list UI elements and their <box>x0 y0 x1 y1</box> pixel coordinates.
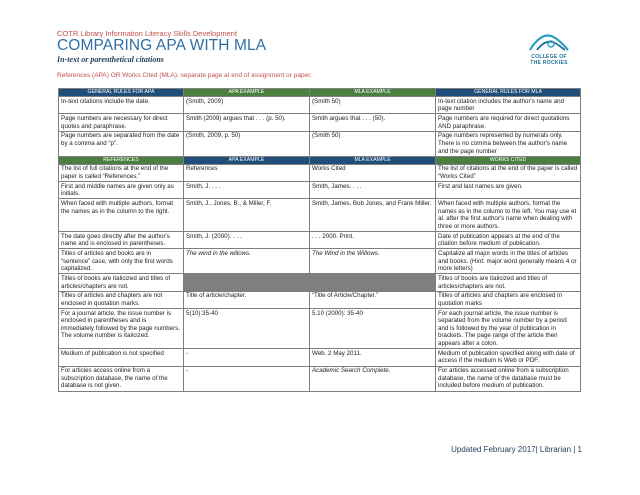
table-row <box>59 291 581 308</box>
col-header: APA EXAMPLE <box>184 156 310 164</box>
table-cell: For each journal article, the issue number is separated from the volume number by a period and is followed by the year of publication in brackets. The page range of the article then appears after a colon. <box>436 309 581 349</box>
table-cell: The Wind in the Willows. <box>310 249 436 274</box>
table-cell: The list of citations at the end of the paper is called “Works Cited” <box>436 164 581 181</box>
table-cell-empty <box>184 274 310 291</box>
table-cell: - <box>184 349 310 366</box>
table-cell: The list of full citations at the end of the paper is called “References.” <box>59 164 184 181</box>
table-row <box>59 231 581 248</box>
table-cell: Titles of articles and chapters are not enclosed in quotation marks. <box>59 291 184 308</box>
table-cell: In-text citation includes the author's name and page number <box>436 96 581 113</box>
table-row <box>59 114 581 131</box>
table-cell: References <box>184 164 310 181</box>
table-row <box>59 131 581 156</box>
table-cell: “Title of Article/Chapter.” <box>310 291 436 308</box>
table-row <box>59 349 581 366</box>
table-cell: Titles of articles and chapters are enclosed in quotation marks <box>436 291 581 308</box>
table-row <box>59 274 581 291</box>
table-cell: The wind in the willows. <box>184 249 310 274</box>
table-cell: Page numbers are required for direct quotations AND paraphrase. <box>436 114 581 131</box>
mountain-logo-icon <box>527 30 571 54</box>
table-row <box>59 309 581 349</box>
col-header: GENERAL RULES FOR MLA <box>436 89 581 97</box>
table-cell: Page numbers represented by numerals only. There is no comma between the author's name and the page number <box>436 131 581 156</box>
table-cell: Medium of publication is not specified <box>59 349 184 366</box>
logo-line-2: THE ROCKIES <box>530 60 568 66</box>
table-cell: Web. 2 May 2011. <box>310 349 436 366</box>
table-cell: Smith argues that . . . (50). <box>310 114 436 131</box>
table-cell: Academic Search Complete. <box>310 366 436 391</box>
table-cell: For articles accessed online from a subscription database, the name of the database must be included before medium of publication. <box>436 366 581 391</box>
table-cell: Titles of books are italicized and titles of articles/chapters are not. <box>59 274 184 291</box>
table-cell: Medium of publication specified along with date of access if the medium is Web or PDF. <box>436 349 581 366</box>
table-cell: - <box>184 366 310 391</box>
section2-header-row <box>59 156 581 164</box>
table-cell: In-text citations include the date. <box>59 96 184 113</box>
table-row <box>59 366 581 391</box>
table-cell: Page numbers are necessary for direct quotes and paraphrase. <box>59 114 184 131</box>
section1-header-row <box>59 89 581 97</box>
table-cell: Smith, J., Jones, B., & Miller, F. <box>184 199 310 232</box>
table-row <box>59 199 581 232</box>
col-header: WORKS CITED <box>436 156 581 164</box>
table-cell: (Smith, 2009) <box>184 96 310 113</box>
comparison-table <box>58 88 581 392</box>
col-header: APA EXAMPLE <box>184 89 310 97</box>
col-header: GENERAL RULES FOR APA <box>59 89 184 97</box>
table-cell: Capitalize all major words in the titles of articles and books. (Hint: major word generally means 4 or more letters) <box>436 249 581 274</box>
org-line: COTR Library Information Literacy Skills Development <box>57 29 238 38</box>
page-subtitle: In-text or parenthetical citations <box>57 55 164 64</box>
table-cell: Smith, James, Bob Jones, and Frank Miller. <box>310 199 436 232</box>
table-cell: Works Cited <box>310 164 436 181</box>
table-cell: First and last names are given. <box>436 182 581 199</box>
table-cell: First and middle names are given only as initials. <box>59 182 184 199</box>
table-row <box>59 182 581 199</box>
table-row <box>59 96 581 113</box>
col-header: MLA EXAMPLE <box>310 89 436 97</box>
table-cell: When faced with multiple authors, format the names as in the column to the right. <box>59 199 184 232</box>
table-cell: Title of article/chapter. <box>184 291 310 308</box>
table-cell: (Smith 50) <box>310 96 436 113</box>
table-cell: Smith, J. . . . <box>184 182 310 199</box>
page-title: COMPARING APA WITH MLA <box>57 37 267 54</box>
intro-text: References (APA) OR Works Cited (MLA): separate page at end of assignment or paper. <box>57 72 312 79</box>
table-row <box>59 164 581 181</box>
college-logo <box>521 30 577 66</box>
table-cell: When faced with multiple authors, format the names as in the column to the left. You may use et al. after the first author's name when dealing with three or more authors. <box>436 199 581 232</box>
table-cell: Titles of books are italicized and titles of articles/chapters are not. <box>436 274 581 291</box>
table-cell: (Smith 50) <box>310 131 436 156</box>
table-cell: 5(10):35-40 <box>184 309 310 349</box>
table-cell: Page numbers are separated from the date by a comma and “p”. <box>59 131 184 156</box>
table-cell: Smith, James. . . . <box>310 182 436 199</box>
table-cell: Titles of articles and books are in “sentence” case, with only the first words capitalized. <box>59 249 184 274</box>
table-cell: Smith (2009) argues that . . . (p. 50). <box>184 114 310 131</box>
logo-line-1: COLLEGE OF <box>531 54 567 60</box>
table-cell: (Smith, 2009, p. 50) <box>184 131 310 156</box>
table-row <box>59 249 581 274</box>
col-header: MLA EXAMPLE <box>310 156 436 164</box>
table-cell: The date goes directly after the author's name and is enclosed in parentheses. <box>59 231 184 248</box>
table-cell: . . . 2000. Print. <box>310 231 436 248</box>
table-cell: Smith, J. (2000). . . . <box>184 231 310 248</box>
page-footer: Updated February 2017| Librarian | 1 <box>451 445 582 454</box>
table-cell: For articles access online from a subscription database, the name of the database is not given. <box>59 366 184 391</box>
table-cell: For a journal article, the issue number is enclosed in parentheses and is immediately followed by the page numbers. The volume number is italicized. <box>59 309 184 349</box>
col-header: REFERENCES <box>59 156 184 164</box>
table-cell-empty <box>310 274 436 291</box>
table-cell: 5.10 (2000): 35-40 <box>310 309 436 349</box>
table-cell: Date of publication appears at the end of the citation before medium of publication. <box>436 231 581 248</box>
